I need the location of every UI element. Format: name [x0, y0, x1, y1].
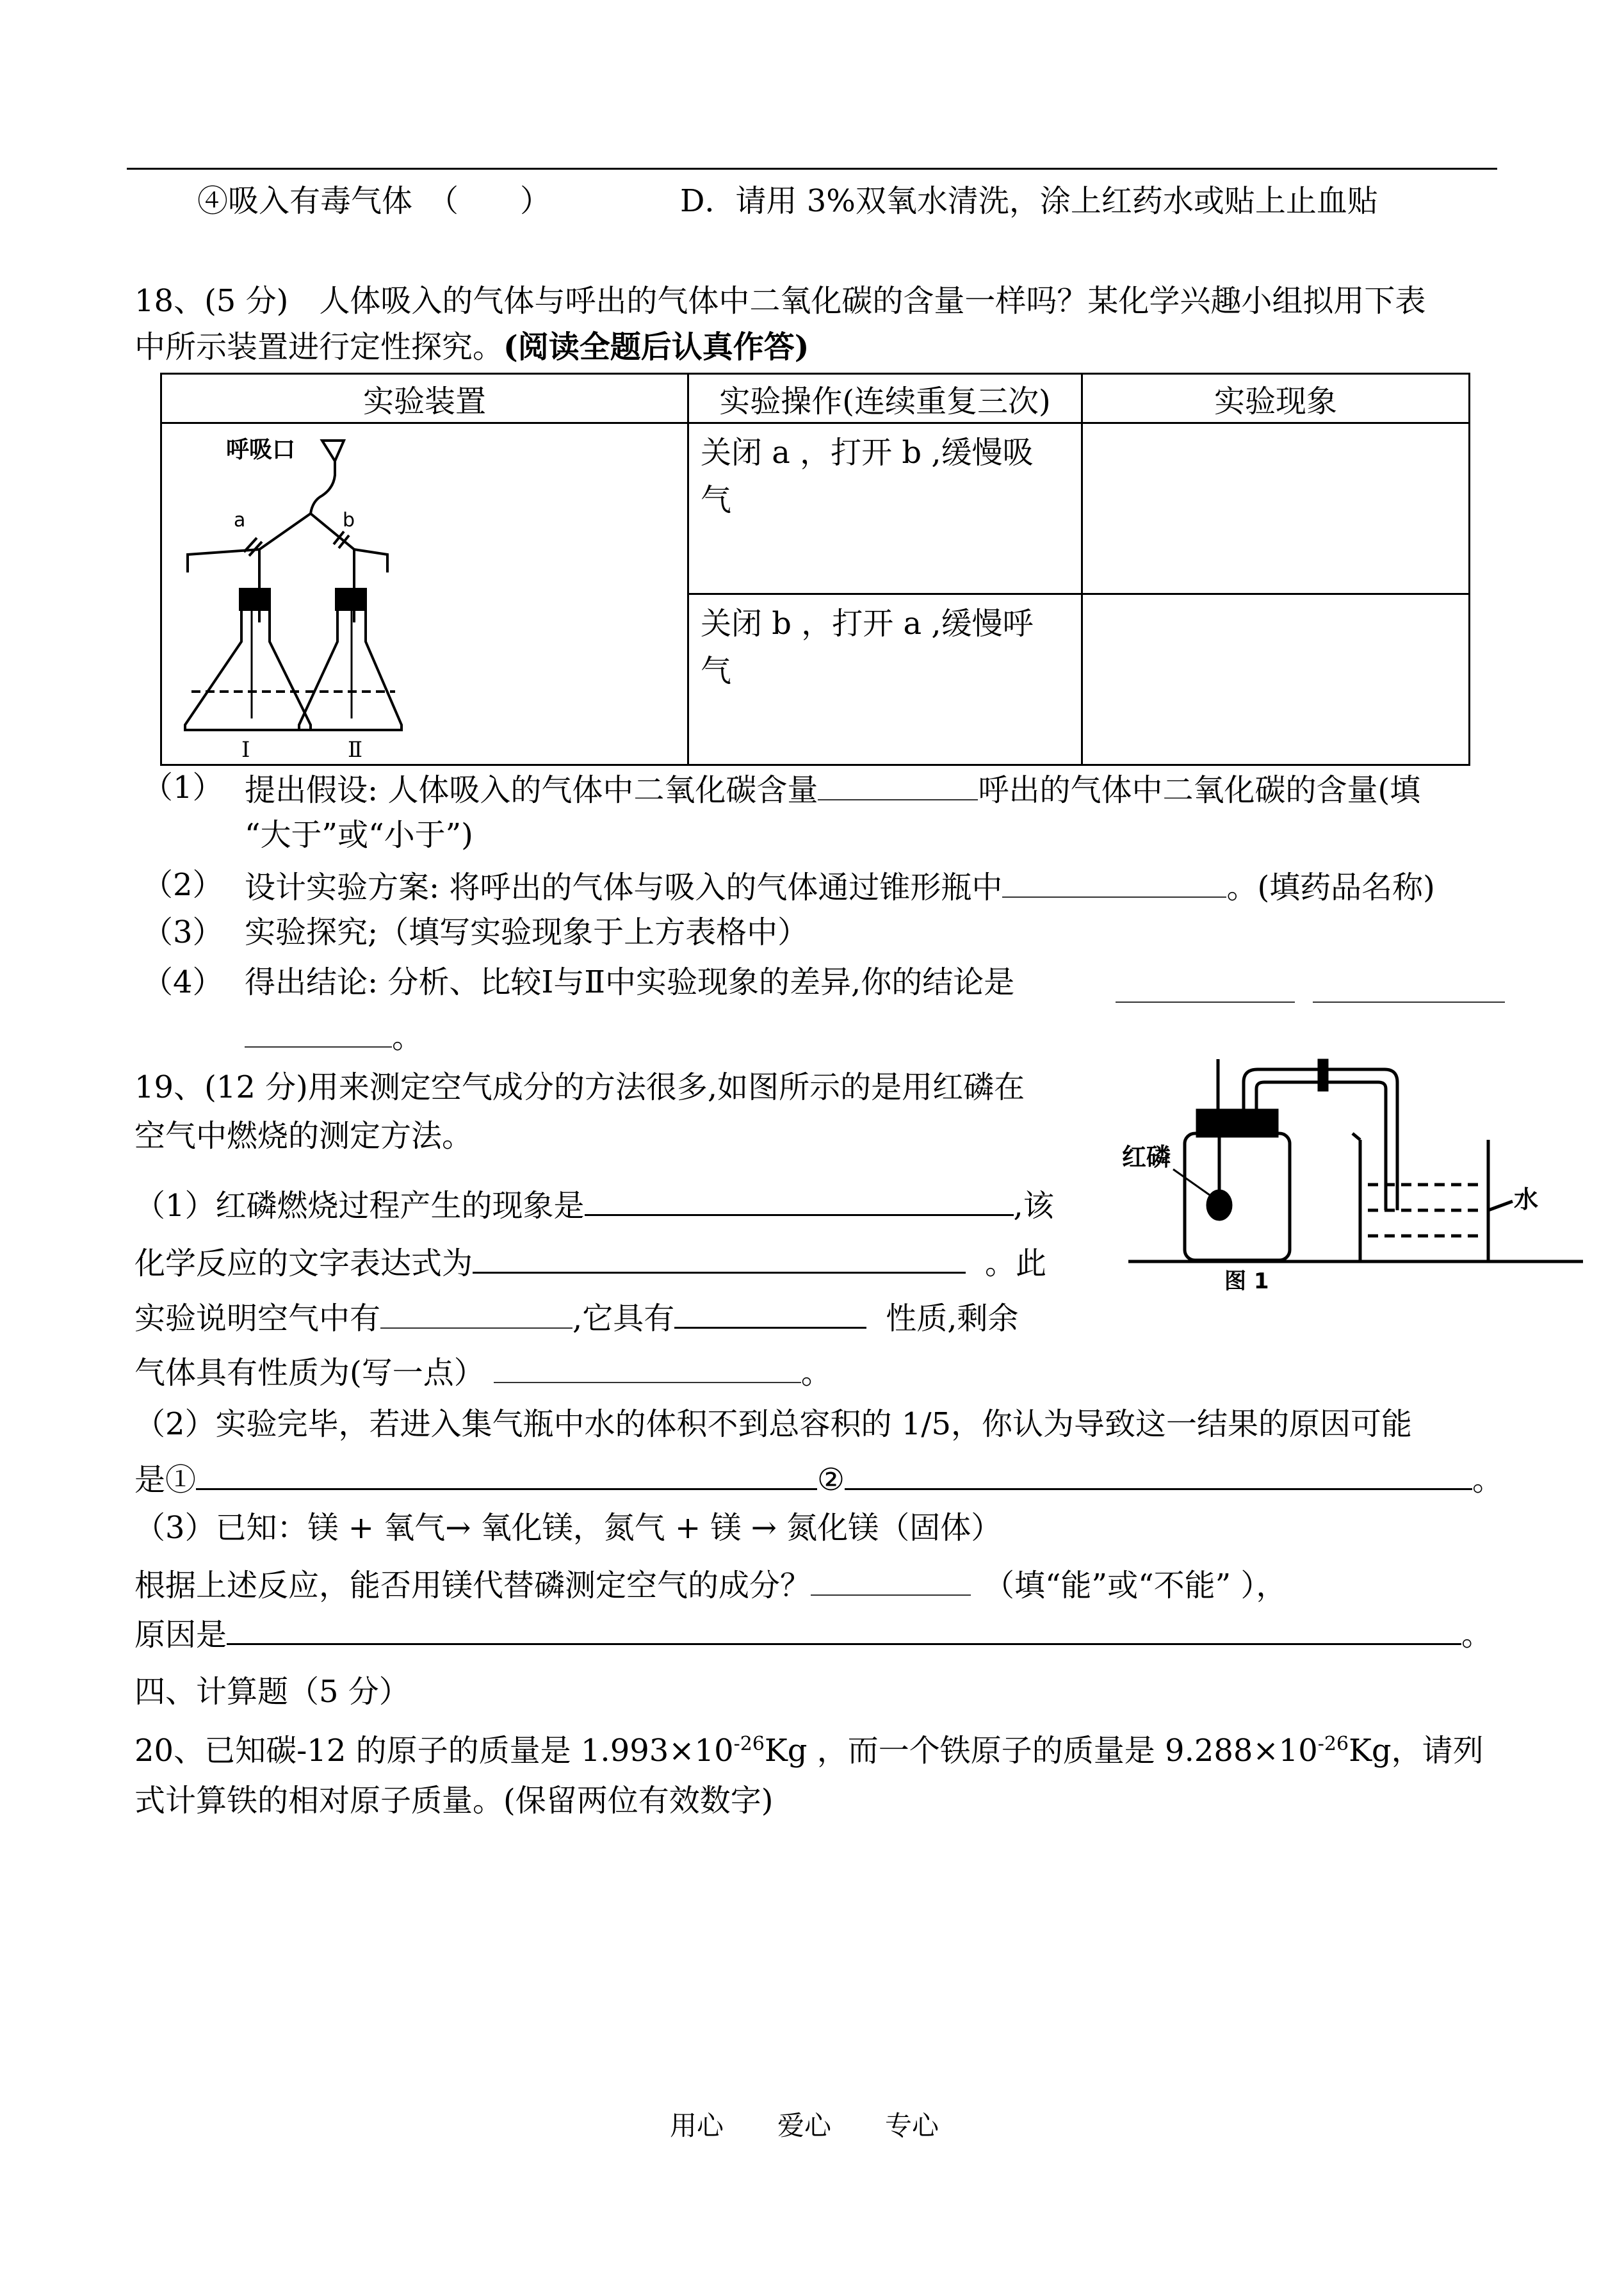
q18-sub1-blank[interactable] [818, 768, 978, 800]
q19-s3-blank-can[interactable] [811, 1564, 971, 1596]
q19-s2-blank-reason-1[interactable] [196, 1457, 817, 1490]
mouthpiece-label: 呼吸口 [226, 437, 296, 463]
breathing-apparatus-diagram [162, 424, 687, 763]
q19-s3-text-3: 原因是 [134, 1617, 227, 1653]
q18-sub2-text: 设计实验方案: 将呼出的气体与吸入的气体通过锥形瓶中 [245, 870, 1003, 905]
q19-s1-blank-gas[interactable] [380, 1297, 572, 1329]
q19-s2-blank-reason-2[interactable] [845, 1457, 1472, 1490]
q19-s1-blank-equation[interactable] [473, 1241, 966, 1274]
q19-s1-text-6: ,它具有 [572, 1301, 675, 1336]
q18-sub1-text: 提出假设: 人体吸入的气体中二氧化碳含量 [245, 772, 818, 808]
q19-s3-text-4: 。 [1461, 1617, 1493, 1653]
q19-s1-line-3 [134, 1296, 1019, 1338]
phenomenon-inhale-answer[interactable] [1082, 423, 1470, 594]
q20-text-3: Kg，请列 [1349, 1733, 1484, 1769]
q19-s2-text-3: 。 [1472, 1462, 1504, 1498]
q20-text: 20、已知碳-12 的原子的质量是 1.993×10 [134, 1733, 734, 1769]
flask-ii-label: Ⅱ [348, 737, 363, 763]
q18-sub1-text-2: 呼出的气体中二氧化碳的含量(填 [978, 772, 1421, 808]
q18-sub4-line-2 [245, 1016, 423, 1057]
q18-sub2-text-2: 。(填药品名称) [1226, 870, 1435, 905]
header-operation: 实验操作(连续重复三次) [688, 374, 1082, 423]
q17-item-4: ④吸入有毒气体 （ ） [197, 183, 551, 219]
apparatus-cell [161, 423, 688, 765]
flask-i-label: Ⅰ [241, 737, 250, 763]
q19-s1-text-7: 性质,剩余 [886, 1301, 1019, 1336]
q19-s1-text-9: 。 [800, 1355, 832, 1391]
phenomenon-exhale-answer[interactable] [1082, 594, 1470, 765]
q19-s1-text-8: 气体具有性质为(写一点） [134, 1355, 485, 1391]
q20-exponent-2: -26 [1317, 1733, 1349, 1755]
q18-sub4-blank-3[interactable] [245, 1016, 392, 1048]
q18-sub4-end: 。 [392, 1019, 423, 1055]
q18-sub4-number: （4） [142, 964, 223, 1000]
q17-option-d: D．请用 3%双氧水清洗，涂上红药水或贴上止血贴 [680, 183, 1378, 219]
q19-s2-line-1: （2）实验完毕，若进入集气瓶中水的体积不到总容积的 1/5，你认为导致这一结果的原因可能 [134, 1406, 1413, 1442]
q18-line-2-text: 中所示装置进行定性探究。 [134, 329, 504, 365]
q19-s1-blank-remaining[interactable] [494, 1351, 801, 1383]
q18-sub4-blank-1[interactable] [1116, 971, 1295, 1003]
q19-s3-line-2 [134, 1564, 1287, 1605]
section-4-title: 四、计算题（5 分） [134, 1674, 410, 1710]
q19-s3-text: 根据上述反应，能否用镁代替磷测定空气的成分？ [134, 1568, 811, 1603]
q18-sub2-number: （2） [142, 867, 223, 903]
q18-line-2-bold: (阅读全题后认真作答) [503, 329, 809, 365]
operation-inhale [688, 423, 1082, 594]
q19-s3-line-1: （3）已知：镁 + 氧气→ 氧化镁，氮气 + 镁 → 氮化镁（固体） [134, 1510, 1002, 1546]
q18-sub4-blank-2[interactable] [1313, 971, 1505, 1003]
header-phenomenon: 实验现象 [1082, 374, 1470, 423]
q18-line-1: 18、(5 分) 人体吸入的气体与呼出的气体中二氧化碳的含量一样吗？某化学兴趣小组拟用下表 [134, 283, 1426, 319]
q20-text-2: Kg ，而一个铁原子的质量是 9.288×10 [764, 1733, 1318, 1769]
q18-sub1-number: （1） [142, 770, 223, 806]
experiment-table [160, 373, 1470, 766]
q19-s2-line-2 [134, 1457, 1503, 1499]
q19-line-1: 19、(12 分)用来测定空气成分的方法很多,如图所示的是用红磷在 [134, 1069, 1025, 1105]
valve-b-label: b [343, 509, 355, 531]
operation-inhale-line-1: 关闭 a ，打开 b ,缓慢吸 [701, 435, 1034, 471]
q19-s1-blank-property[interactable] [674, 1296, 866, 1329]
q20-line-1 [134, 1731, 1484, 1770]
q19-s1-text-3: 化学反应的文字表达式为 [134, 1245, 473, 1281]
page-footer: 用心 爱心 专心 [670, 2110, 939, 2141]
q18-sub1 [245, 768, 1420, 809]
q19-line-2: 空气中燃烧的测定方法。 [134, 1118, 473, 1154]
q18-sub4: 得出结论: 分析、比较Ⅰ与Ⅱ中实验现象的差异,你的结论是 [245, 964, 1015, 1000]
q20-exponent-1: -26 [733, 1733, 765, 1755]
q19-s3-line-3 [134, 1612, 1492, 1654]
q19-s1-text-5: 实验说明空气中有 [134, 1301, 381, 1336]
figure-1-caption: 图 1 [1224, 1269, 1269, 1293]
q19-s3-blank-reason[interactable] [227, 1612, 1461, 1645]
q19-s1-blank-phenomenon[interactable] [585, 1183, 1014, 1216]
q19-s2-text-2: ② [817, 1462, 845, 1498]
q18-sub2-blank[interactable] [1002, 866, 1226, 898]
q19-s1-text: （1）红磷燃烧过程产生的现象是 [134, 1188, 585, 1224]
operation-inhale-line-2: 气 [701, 482, 732, 518]
q18-sub1-options: “大于”或“小于”) [245, 817, 473, 853]
valve-a-label: a [234, 509, 246, 531]
header-apparatus: 实验装置 [161, 374, 688, 423]
q19-s2-text: 是① [134, 1462, 197, 1498]
operation-exhale-line-2: 气 [701, 653, 732, 689]
q18-sub3-number: （3） [142, 914, 223, 950]
operation-exhale-line-1: 关闭 b ，打开 a ,缓慢呼 [701, 606, 1034, 642]
q19-s1-text-2: ,该 [1013, 1188, 1054, 1224]
q18-line-2 [134, 328, 809, 366]
q18-sub3: 实验探究;（填写实验现象于上方表格中） [245, 914, 809, 950]
q20-line-2: 式计算铁的相对原子质量。(保留两位有效数字) [134, 1783, 774, 1819]
water-label: 水 [1514, 1185, 1539, 1213]
q19-s1-line-1 [134, 1183, 1054, 1225]
red-phosphorus-label: 红磷 [1122, 1143, 1171, 1171]
q19-s1-text-4: 。此 [985, 1245, 1047, 1281]
q19-s1-line-4 [134, 1351, 832, 1392]
q18-sub2 [245, 866, 1435, 907]
q19-s3-text-2: （填“能”或“不能” ）， [984, 1568, 1287, 1603]
operation-exhale [688, 594, 1082, 765]
top-rule [127, 168, 1497, 170]
q19-s1-line-2 [134, 1241, 1046, 1283]
figure-1-red-phosphorus-apparatus [1122, 1037, 1589, 1293]
